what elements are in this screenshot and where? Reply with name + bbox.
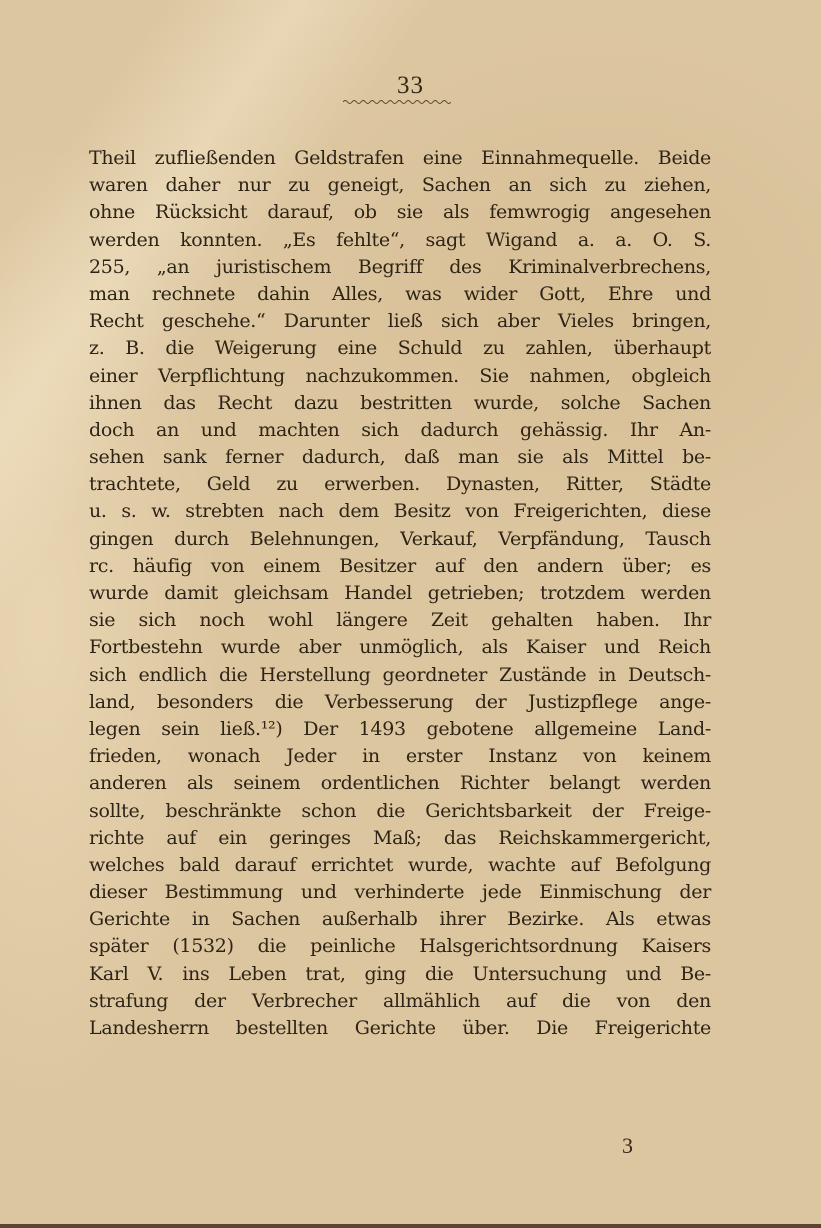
text-line: ohne Rücksicht darauf, ob sie als femwrogig angesehen (89, 201, 711, 224)
text-line: wurde damit gleichsam Handel getrieben; trotzdem werden (89, 582, 711, 604)
text-line: Karl V. ins Leben trat, ging die Untersuchung und Be- (89, 962, 711, 985)
text-line: strafung der Verbrecher allmählich auf die von den (89, 989, 711, 1012)
page-number: 33 (397, 72, 424, 99)
text-line: werden konnten. „Es fehlte“, sagt Wigand a. a. O. S. (89, 228, 711, 251)
page-header (0, 72, 821, 100)
text-line: land, besonders die Verbesserung der Justizpflege ange- (89, 690, 711, 713)
text-line: einer Verpflichtung nachzukommen. Sie nahmen, obgleich (89, 364, 711, 387)
text-line: Gerichte in Sachen außerhalb ihrer Bezirke. Als etwas (89, 908, 711, 931)
text-line: frieden, wonach Jeder in erster Instanz von keinem (89, 745, 711, 768)
body-text (89, 145, 711, 1042)
text-line: sich endlich die Herstellung geordneter Zustände in Deutsch- (89, 663, 711, 686)
text-line: Theil zufließenden Geldstrafen eine Einnahmequelle. Beide (89, 147, 711, 169)
text-line: anderen als seinem ordentlichen Richter belangt werden (89, 772, 711, 795)
text-line: dieser Bestimmung und verhinderte jede Einmischung der (89, 881, 711, 904)
text-line: z. B. die Weigerung eine Schuld zu zahlen, überhaupt (89, 337, 711, 360)
text-line: rc. häufig von einem Besitzer auf den andern über; es (89, 554, 711, 577)
text-line: doch an und machten sich dadurch gehässig. Ihr An- (89, 418, 711, 441)
text-line: u. s. w. strebten nach dem Besitz von Freigerichten, diese (89, 500, 711, 523)
text-line: 255, „an juristischem Begriff des Kriminalverbrechens, (89, 255, 711, 278)
text-line: man rechnete dahin Alles, was wider Gott, Ehre und (89, 282, 711, 305)
text-line: legen sein ließ.¹²) Der 1493 gebotene allgemeine Land- (89, 717, 711, 740)
text-line: richte auf ein geringes Maß; das Reichskammergericht, (89, 826, 711, 849)
text-line: waren daher nur zu geneigt, Sachen an sich zu ziehen, (89, 174, 711, 197)
text-line: trachtete, Geld zu erwerben. Dynasten, Ritter, Städte (89, 473, 711, 496)
text-line: Landesherrn bestellten Gerichte über. Die Freigerichte (89, 1017, 711, 1039)
text-line: welches bald darauf errichtet wurde, wachte auf Befolgung (89, 853, 711, 876)
text-line: später (1532) die peinliche Halsgerichtsordnung Kaisers (89, 935, 711, 958)
signature-mark: 3 (622, 1133, 633, 1158)
text-line: sollte, beschränkte schon die Gerichtsbarkeit der Freige- (89, 799, 711, 822)
text-line: sehen sank ferner dadurch, daß man sie als Mittel be- (89, 446, 711, 469)
text-line: Fortbestehn wurde aber unmöglich, als Kaiser und Reich (89, 636, 711, 659)
text-line: gingen durch Belehnungen, Verkauf, Verpfändung, Tausch (89, 527, 711, 550)
text-line: sie sich noch wohl längere Zeit gehalten haben. Ihr (89, 609, 711, 632)
text-line: Recht geschehe.“ Darunter ließ sich aber Vieles bringen, (89, 310, 711, 333)
wavy-rule-ornament (343, 98, 451, 106)
text-line: ihnen das Recht dazu bestritten wurde, solche Sachen (89, 391, 711, 414)
